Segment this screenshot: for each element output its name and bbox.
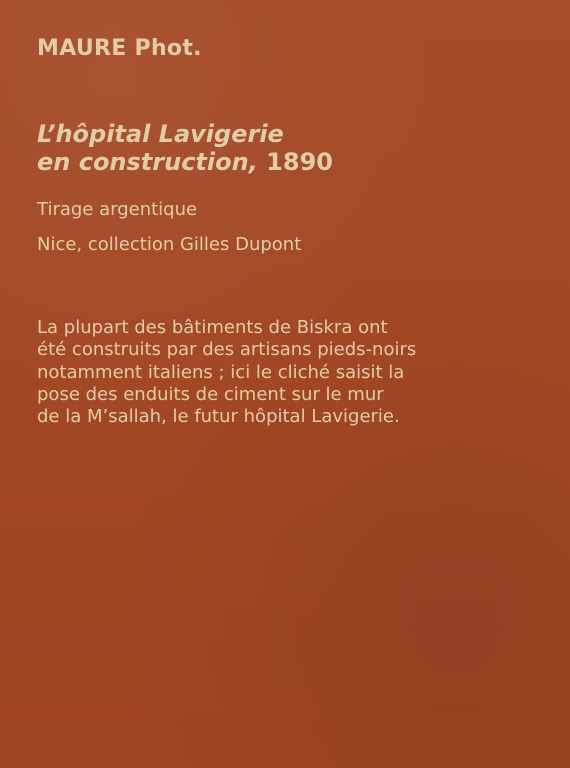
- artwork-title: [37, 120, 497, 177]
- title-line-2: [37, 148, 497, 176]
- description-line: La plupart des bâtiments de Biskra ont: [37, 317, 388, 338]
- description-line: notamment italiens ; ici le cliché saisit la: [37, 361, 405, 383]
- description-line: été construits par des artisans pieds-noirs: [37, 339, 417, 361]
- artwork-medium: Tirage argentique: [37, 199, 198, 220]
- description-line: de la M’sallah, le futur hôpital Lavigerie.: [37, 406, 400, 428]
- artwork-description: [37, 317, 529, 429]
- title-year: 1890: [257, 148, 333, 177]
- author-credit: MAURE Phot.: [37, 36, 202, 61]
- title-line-1: L’hôpital Lavigerie: [37, 120, 284, 148]
- description-line: pose des enduits de ciment sur le mur: [37, 383, 384, 405]
- artwork-collection: Nice, collection Gilles Dupont: [37, 234, 302, 255]
- title-line-2-italic: en construction,: [37, 148, 258, 177]
